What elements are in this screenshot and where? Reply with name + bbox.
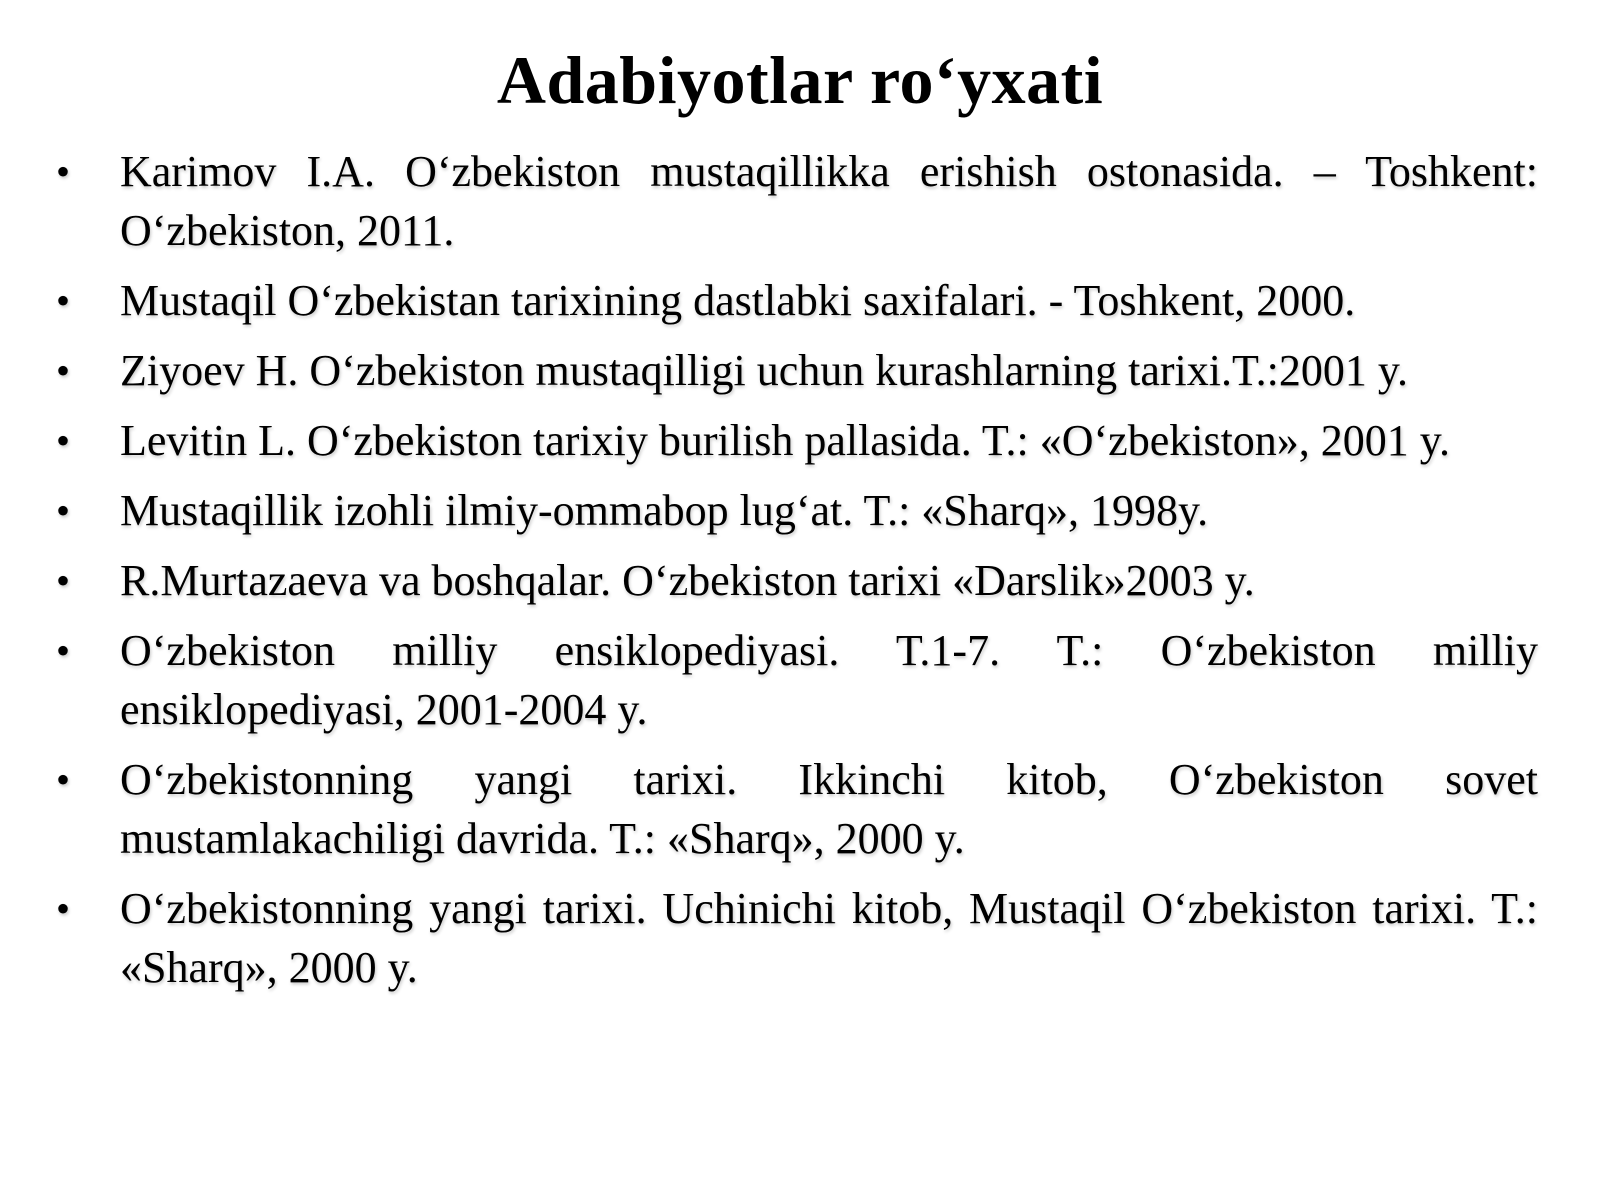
bullet-icon: •: [56, 278, 71, 323]
reference-item: [0, 142, 1600, 260]
slide-title: Adabiyotlar ro‘yxati: [496, 42, 1104, 118]
reference-item: [0, 481, 1600, 540]
bullet-icon: •: [56, 558, 71, 603]
reference-item: [0, 621, 1600, 739]
bullet-icon: •: [56, 628, 71, 673]
reference-text: Ziyoev H. O‘zbekiston mustaqilligi uchun kurashlarning tarixi.T.:2001 y.: [120, 346, 1408, 395]
bullet-icon: •: [56, 488, 71, 533]
reference-text: Mustaqil O‘zbekistan tarixining dastlabki saxifalari. - Toshkent, 2000.: [120, 276, 1356, 325]
bullet-icon: •: [56, 886, 71, 931]
bullet-icon: •: [56, 418, 71, 463]
bullet-icon: •: [56, 348, 71, 393]
reference-item: [0, 271, 1600, 330]
reference-text: Karimov I.A. O‘zbekiston mustaqillikka erishish ostonasida. – Toshkent: O‘zbekiston, 2011.: [120, 147, 1538, 255]
reference-text: O‘zbekistonning yangi tarixi. Uchinichi kitob, Mustaqil O‘zbekiston tarixi. T.: «Sharq», 2000 y.: [120, 884, 1538, 992]
bullet-icon: •: [56, 757, 71, 802]
reference-item: [0, 879, 1600, 997]
reference-item: [0, 750, 1600, 868]
reference-item: [0, 341, 1600, 400]
reference-text: Mustaqillik izohli ilmiy-ommabop lug‘at. T.: «Sharq», 1998y.: [120, 486, 1209, 535]
reference-text: Levitin L. O‘zbekiston tarixiy burilish pallasida. T.: «O‘zbekiston», 2001 y.: [120, 416, 1450, 465]
bullet-icon: •: [56, 149, 71, 194]
reference-text: O‘zbekiston milliy ensiklopediyasi. T.1-7. T.: O‘zbekiston milliy ensiklopediyasi, 2001-2004 y.: [120, 626, 1538, 734]
reference-item: [0, 551, 1600, 610]
reference-text: R.Murtazaeva va boshqalar. O‘zbekiston tarixi «Darslik»2003 y.: [120, 556, 1255, 605]
reference-list: [0, 142, 1600, 1008]
reference-item: [0, 411, 1600, 470]
reference-text: O‘zbekistonning yangi tarixi. Ikkinchi kitob, O‘zbekiston sovet mustamlakachiligi davrida. T.: «Sharq», 2000 y.: [120, 755, 1538, 863]
